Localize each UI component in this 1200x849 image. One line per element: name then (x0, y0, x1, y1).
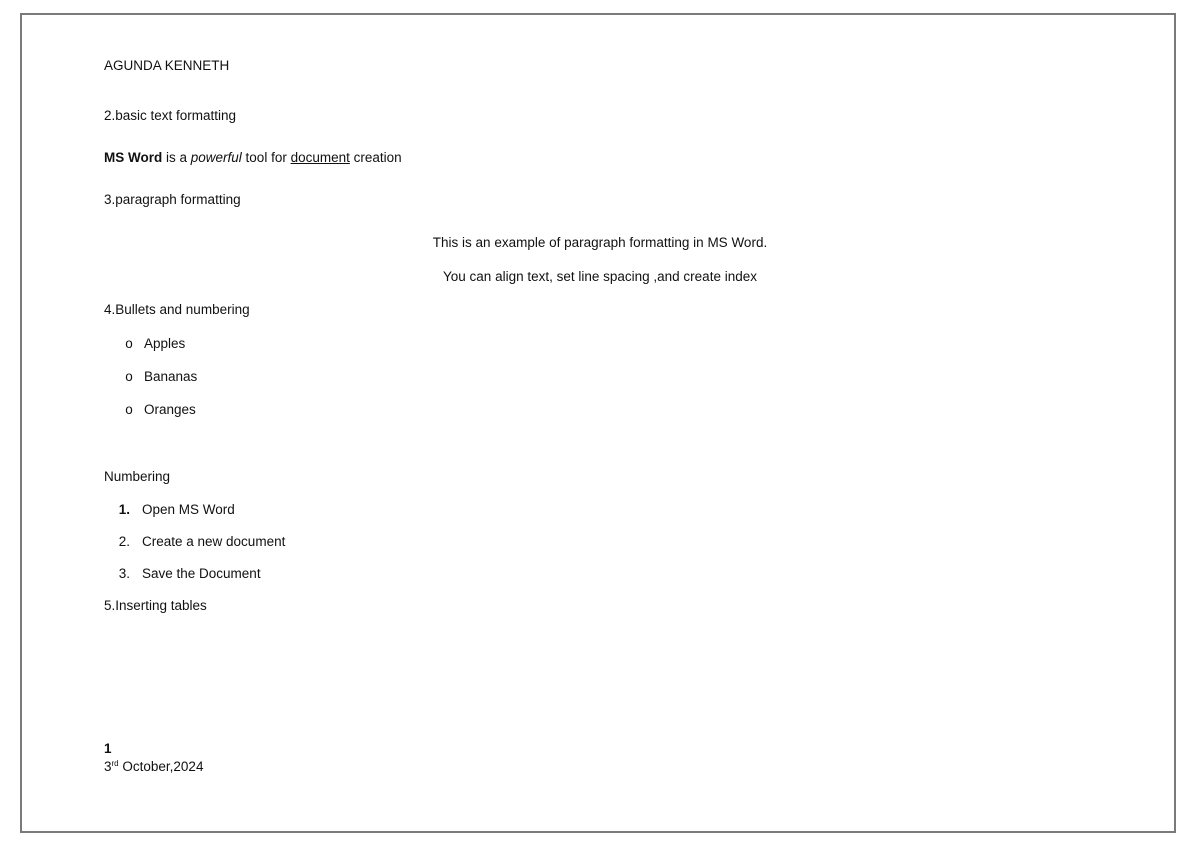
numbered-item (112, 502, 235, 518)
section-2-heading: 2.basic text formatting (104, 108, 237, 123)
numbered-text: Create a new document (142, 534, 286, 549)
date-day: 3 (104, 759, 112, 774)
page-number: 1 (104, 741, 112, 756)
section-3-heading: 3.paragraph formatting (104, 192, 241, 207)
number-marker: 2. (118, 534, 130, 549)
underlined-text: document (290, 150, 350, 165)
number-marker: 1. (118, 502, 130, 517)
numbered-item (112, 534, 285, 550)
bullet-item (114, 336, 185, 352)
centered-paragraph-line-2: You can align text, set line spacing ,and create index (443, 269, 757, 284)
plain-text-1: is a (162, 150, 191, 165)
bullet-text: Oranges (144, 402, 196, 417)
bullet-text: Bananas (144, 369, 198, 384)
author-name: AGUNDA KENNETH (104, 58, 230, 73)
document-page (20, 13, 1176, 833)
plain-text-2: tool for (241, 150, 291, 165)
footer-date (104, 759, 203, 775)
bullet-text: Apples (144, 336, 186, 351)
bullet-item (114, 402, 196, 418)
bullet-marker: o (125, 336, 133, 351)
numbered-text: Save the Document (142, 566, 261, 581)
bullet-item (114, 369, 197, 385)
section-5-heading: 5.Inserting tables (104, 598, 207, 613)
number-marker: 3. (118, 566, 130, 581)
numbered-item (112, 566, 261, 582)
formatting-example-line (104, 150, 402, 166)
numbered-text: Open MS Word (142, 502, 235, 517)
numbering-heading: Numbering (104, 469, 171, 484)
centered-paragraph-line-1: This is an example of paragraph formatting in MS Word. (432, 235, 768, 250)
bold-text: MS Word (104, 150, 163, 165)
italic-text: powerful (190, 150, 242, 165)
date-rest: October,2024 (118, 759, 204, 774)
plain-text-3: creation (349, 150, 402, 165)
date-ordinal-suffix: rd (111, 759, 119, 768)
bullet-marker: o (125, 402, 133, 417)
section-4-heading: 4.Bullets and numbering (104, 302, 250, 317)
bullet-marker: o (125, 369, 133, 384)
